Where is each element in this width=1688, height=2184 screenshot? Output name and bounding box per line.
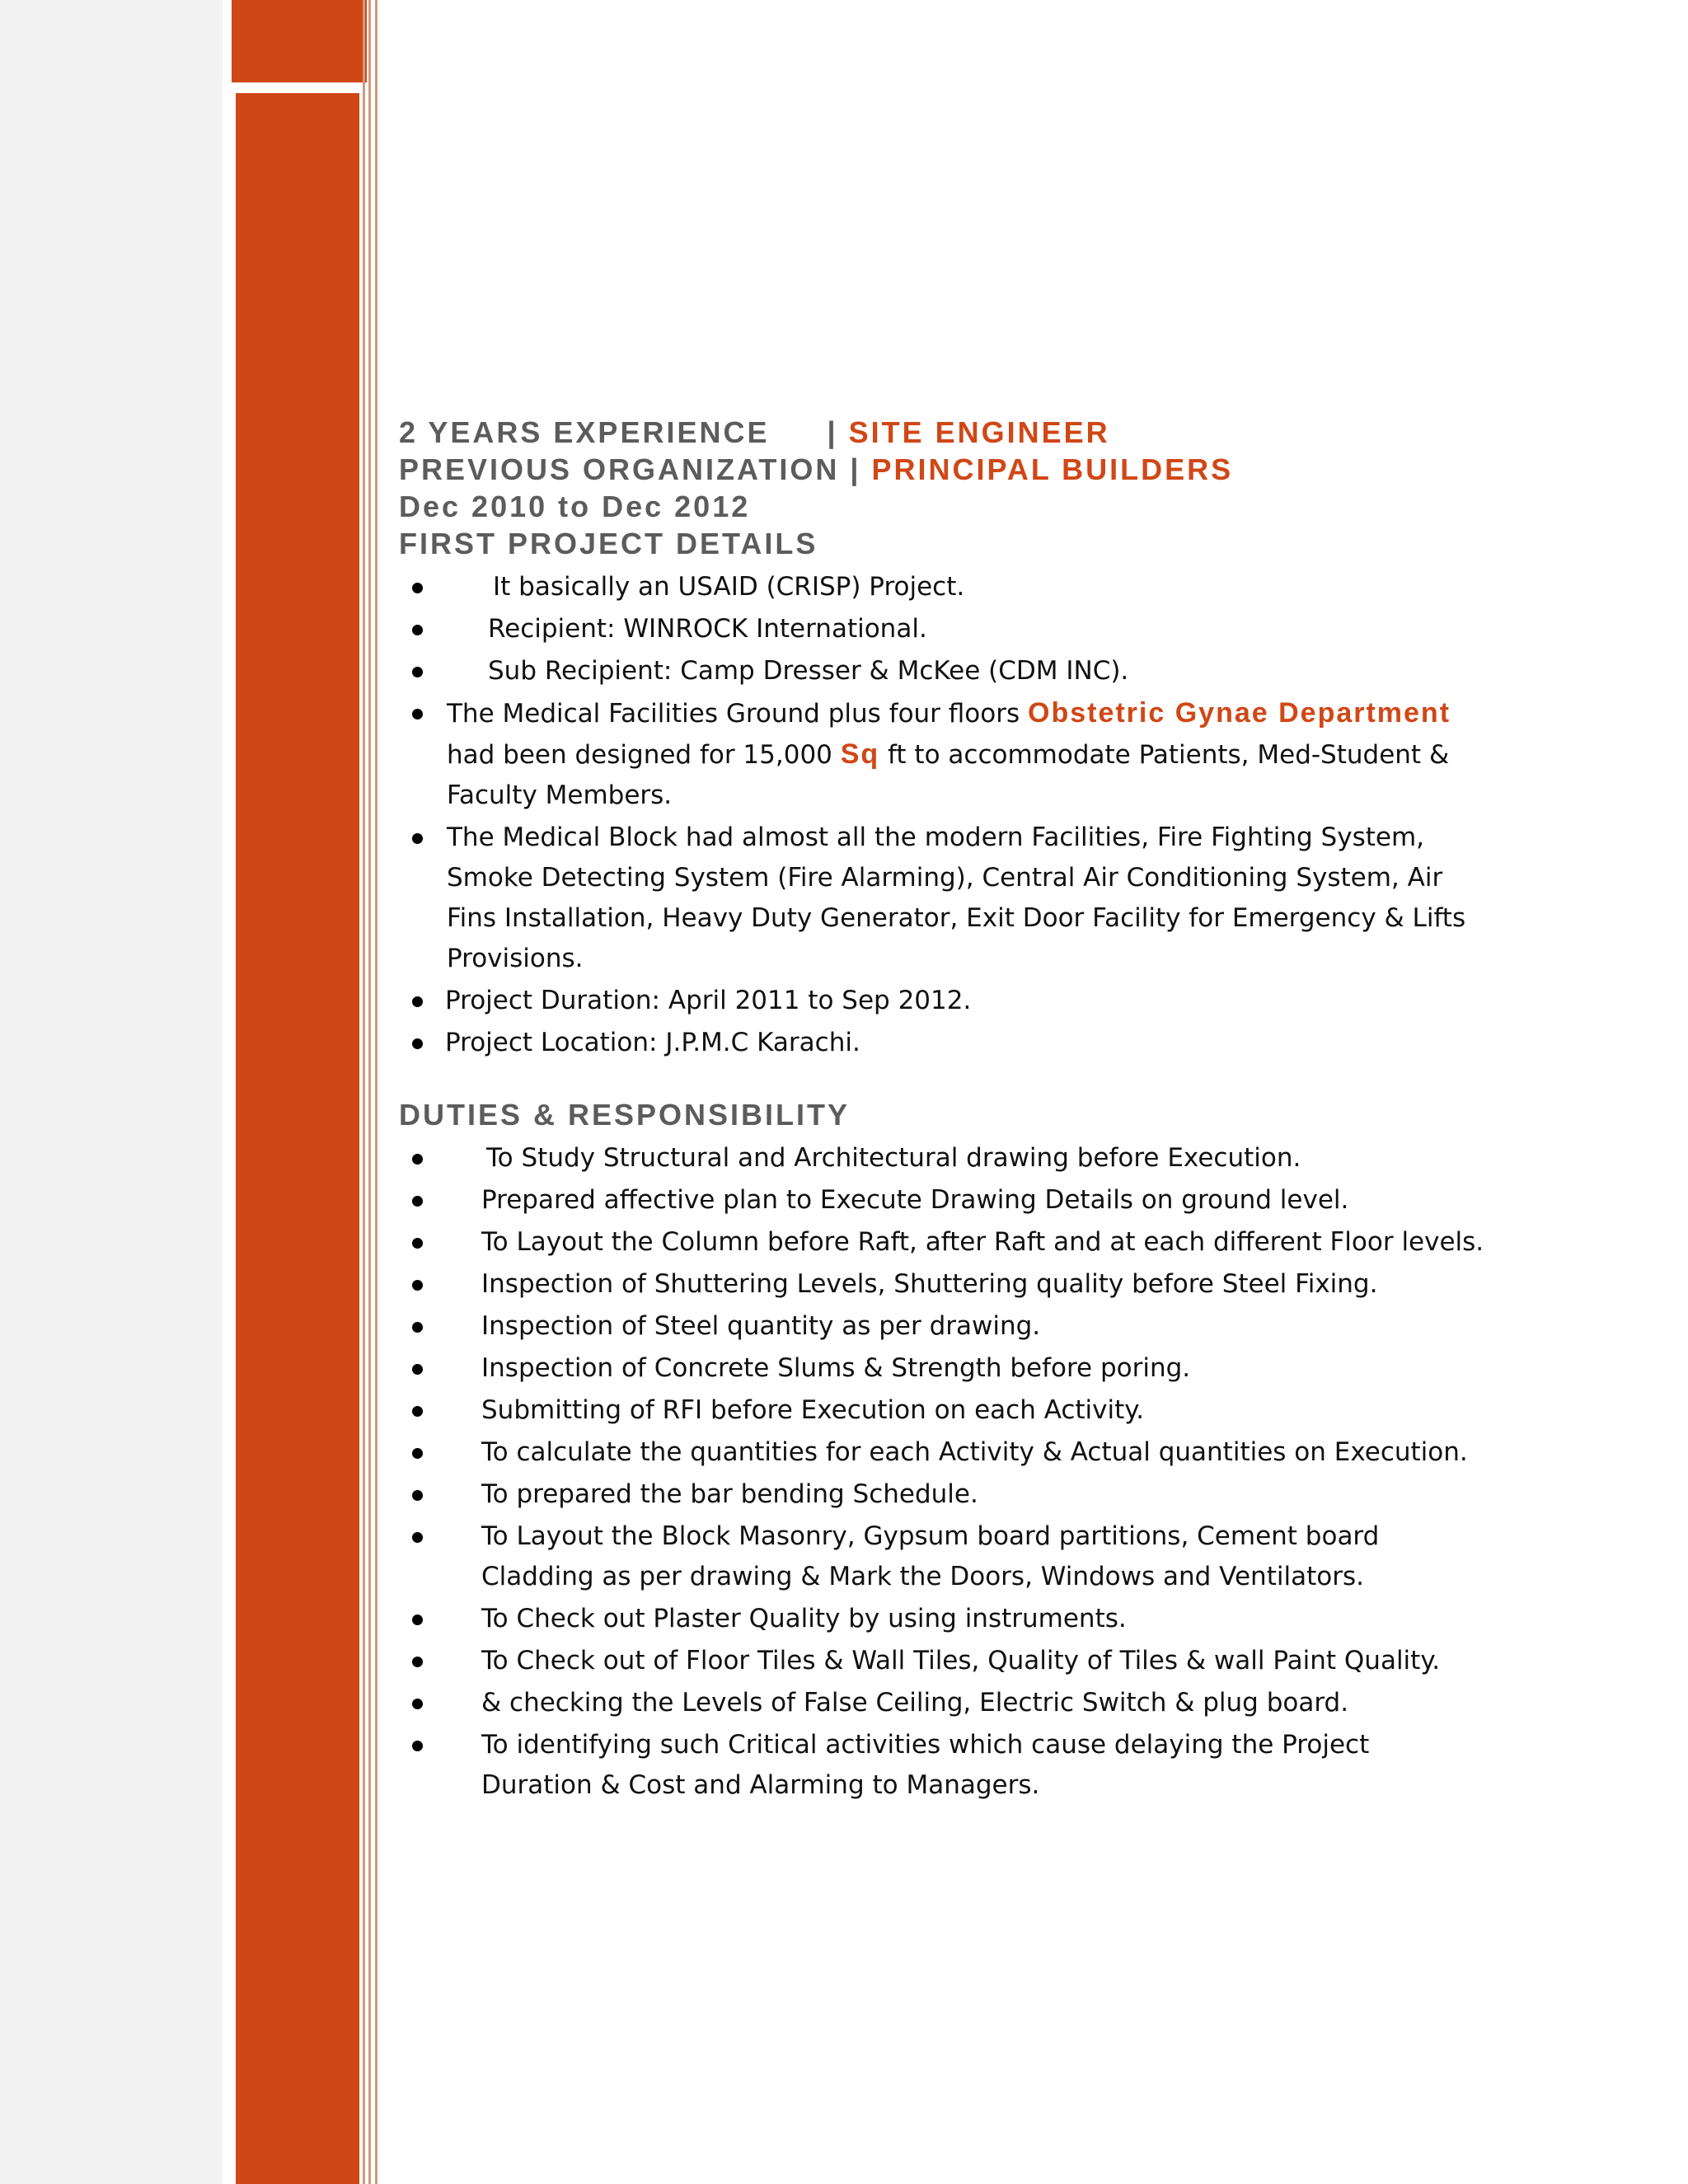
list-item	[399, 651, 1487, 691]
resume-content	[399, 414, 1487, 1807]
list-item	[399, 1138, 1487, 1179]
list-item-text: & checking the Levels of False Ceiling, Electric Switch & plug board.	[481, 1688, 1349, 1718]
list-item	[399, 818, 1487, 979]
list-item	[399, 1390, 1487, 1431]
list-item-text: To calculate the quantities for each Activity & Actual quantities on Execution.	[481, 1437, 1468, 1467]
list-item-text: Inspection of Concrete Slums & Strength before poring.	[481, 1353, 1191, 1383]
list-item	[399, 609, 1487, 649]
experience-heading	[399, 414, 1487, 451]
list-item	[399, 1264, 1487, 1305]
list-item	[399, 1432, 1487, 1473]
list-item-text: Inspection of Steel quantity as per drawing.	[481, 1311, 1041, 1341]
list-item-text: To Check out Plaster Quality by using instruments.	[481, 1604, 1127, 1633]
list-item	[399, 1023, 1487, 1063]
vertical-rule	[375, 0, 377, 2184]
list-item-text: Project Duration: April 2011 to Sep 2012.	[445, 986, 972, 1015]
department-name: Obstetric Gynae Department	[1028, 697, 1451, 729]
period-heading: Dec 2010 to Dec 2012	[399, 490, 751, 523]
separator: |	[827, 415, 838, 449]
vertical-rule	[368, 0, 371, 2184]
list-item-text: Submitting of RFI before Execution on each Activity.	[481, 1395, 1145, 1425]
list-item	[399, 1222, 1487, 1263]
list-item	[399, 981, 1487, 1021]
list-item	[399, 1180, 1487, 1221]
list-item-text: To identifying such Critical activities which cause delaying the Project Duration & Cost and Alarming to Managers.	[481, 1730, 1370, 1800]
list-item-text: ft to accommodate Patients, Med-Student & Faculty Members.	[447, 740, 1450, 810]
list-item-text: To Layout the Block Masonry, Gypsum board partitions, Cement board Cladding as per drawing & Mark the Doors, Windows and Ventilators.	[481, 1521, 1380, 1591]
list-item	[399, 1599, 1487, 1639]
vertical-rule	[363, 0, 365, 2184]
list-item-text: had been designed for 15,000	[447, 740, 841, 770]
previous-org-heading	[399, 451, 1487, 488]
accent-block-top	[232, 0, 367, 82]
previous-org-name: PRINCIPAL BUILDERS	[871, 452, 1234, 486]
list-item	[399, 693, 1487, 816]
list-item-text: To Study Structural and Architectural drawing before Execution.	[486, 1143, 1301, 1173]
list-item-text: To Check out of Floor Tiles & Wall Tiles, Quality of Tiles & wall Paint Quality.	[481, 1646, 1441, 1675]
list-item-text: Recipient: WINROCK International.	[488, 614, 927, 644]
list-item	[399, 1725, 1487, 1806]
role-title: SITE ENGINEER	[848, 415, 1110, 449]
list-item	[399, 567, 1487, 607]
list-item	[399, 1516, 1487, 1597]
list-item-text: To Layout the Column before Raft, after Raft and at each different Floor levels.	[481, 1227, 1484, 1257]
list-item-text: The Medical Facilities Ground plus four floors	[447, 699, 1028, 729]
first-project-heading: FIRST PROJECT DETAILS	[399, 527, 818, 560]
list-item-text: Project Location: J.P.M.C Karachi.	[445, 1028, 860, 1057]
list-item	[399, 1306, 1487, 1347]
accent-sidebar-bar	[236, 93, 359, 2184]
list-item-text: The Medical Block had almost all the modern Facilities, Fire Fighting System, Smoke Detecting System (Fire Alarming), Central Air Conditioning System, Air Fins Installation, Heavy Duty Generator, Exit Door Facility for Emergency & Lifts Provisions.	[447, 823, 1466, 973]
experience-label: 2 YEARS EXPERIENCE	[399, 415, 770, 449]
list-item-text: To prepared the bar bending Schedule.	[481, 1479, 978, 1509]
list-item-text: Inspection of Shuttering Levels, Shuttering quality before Steel Fixing.	[481, 1269, 1378, 1299]
previous-org-label: PREVIOUS ORGANIZATION	[399, 452, 840, 486]
list-item	[399, 1641, 1487, 1681]
list-item	[399, 1348, 1487, 1389]
list-item-text: It basically an USAID (CRISP) Project.	[493, 572, 965, 602]
list-item-text: Prepared affective plan to Execute Drawing Details on ground level.	[481, 1185, 1349, 1215]
list-item-text: Sub Recipient: Camp Dresser & McKee (CDM INC).	[488, 656, 1129, 686]
duties-list	[399, 1138, 1487, 1806]
list-item	[399, 1474, 1487, 1515]
project-details-list	[399, 567, 1487, 1063]
left-margin	[0, 0, 223, 2184]
unit-label: Sq	[840, 738, 880, 770]
separator: |	[850, 452, 861, 486]
list-item	[399, 1683, 1487, 1723]
duties-heading: DUTIES & RESPONSIBILITY	[399, 1098, 851, 1132]
